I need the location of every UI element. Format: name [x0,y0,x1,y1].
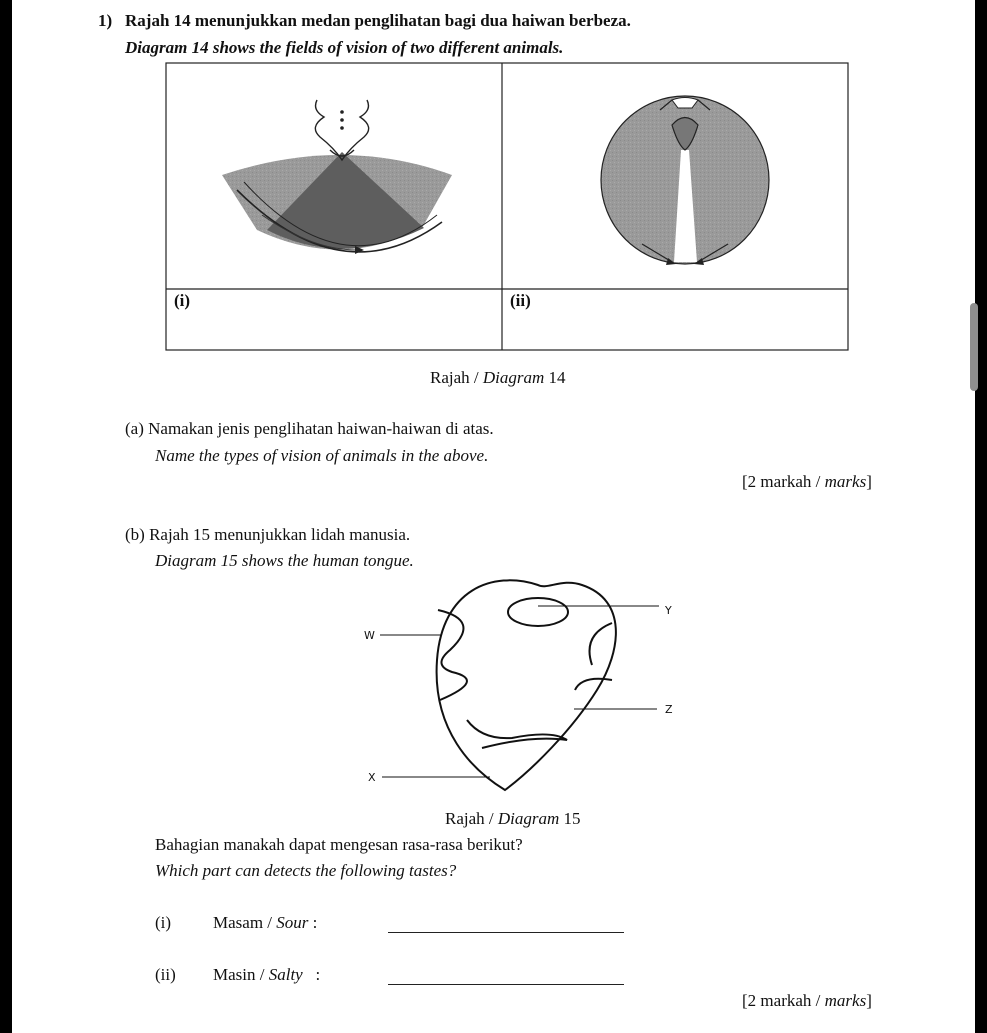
part-a-question-english: Name the types of vision of animals in the above. [155,446,489,465]
item-i-text: Masam / Sour : [213,913,318,932]
part-b-subquestion-english: Which part can detects the following tastes? [155,861,457,880]
question-stem-english: Diagram 14 shows the fields of vision of two different animals. [125,38,564,57]
part-a-question-malay: (a) Namakan jenis penglihatan haiwan-haiwan di atas. [125,419,494,438]
part-b-question-english: Diagram 15 shows the human tongue. [155,551,414,570]
answer-line-sour[interactable] [388,932,624,933]
item-ii-label: (ii) [155,965,176,984]
part-b-question-malay: (b) Rajah 15 menunjukkan lidah manusia. [125,525,411,544]
diagram-14-caption: Rajah / Diagram 14 [430,368,566,387]
region-w-sides [438,610,467,700]
part-a-marks: [2 markah / marks] [742,472,872,491]
region-z-sides [575,623,612,690]
label-z: Z [665,703,673,716]
label-w: W [364,629,375,642]
animal-ii-vision-field [601,96,769,265]
scrollbar-thumb[interactable] [970,303,978,391]
animal-i-head [315,100,368,160]
worksheet-page [12,0,975,1033]
region-x-tip [467,720,567,748]
diagram-14 [12,0,975,400]
question-stem-malay: Rajah 14 menunjukkan medan penglihatan bagi dua haiwan berbeza. [125,11,631,30]
part-b-marks: [2 markah / marks] [742,991,872,1010]
tongue-outline [437,580,616,790]
part-b-subquestion-malay: Bahagian manakah dapat mengesan rasa-rasa berikut? [155,835,523,854]
item-i-label: (i) [155,913,172,932]
label-y: Y [665,604,672,617]
question-number: 1) [98,11,113,30]
label-x: X [368,771,376,784]
region-y-bitter [508,598,568,626]
answer-line-salty[interactable] [388,984,624,985]
panel-ii-label: (ii) [510,291,531,310]
diagram-15-caption: Rajah / Diagram 15 [445,809,581,828]
panel-i-label: (i) [174,291,191,310]
item-ii-text: Masin / Salty : [213,965,321,984]
animal-i-vision-field [222,100,452,254]
